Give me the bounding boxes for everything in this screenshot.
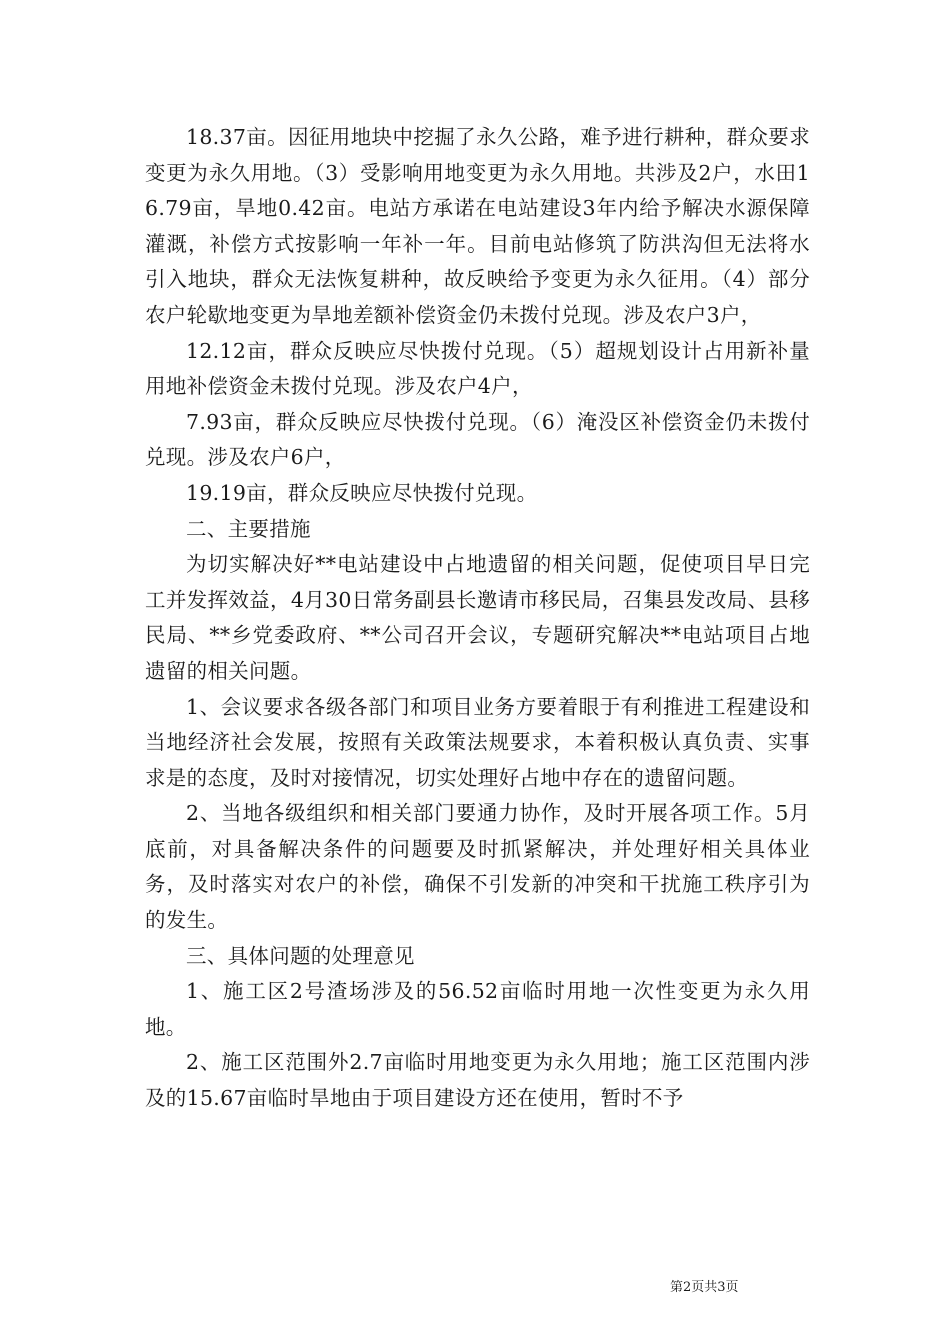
paragraph-7: 2、当地各级组织和相关部门要通力协作，及时开展各项工作。5月底前，对具备解决条件的问题要及时抓紧解决，并处理好相关具体业务，及时落实对农户的补偿，确保不引发新的冲突和干扰施工秩序引为的发生。 (145, 801, 810, 933)
paragraph-5: 为切实解决好**电站建设中占地遗留的相关问题，促使项目早日完工并发挥效益，4月30日常务副县长邀请市移民局，召集县发改局、县移民局、**乡党委政府、**公司召开会议，专题研究解决**电站项目占地遗留的相关问题。 (145, 552, 810, 683)
section-heading-2: 二、主要措施 (186, 516, 311, 541)
document-body (145, 120, 810, 1117)
section-heading-3: 三、具体问题的处理意见 (186, 943, 415, 968)
paragraph-1: 18.37亩。因征用地块中挖掘了永久公路，难予进行耕种，群众要求变更为永久用地。（3）受影响用地变更为永久用地。共涉及2户，水田16.79亩，旱地0.42亩。电站方承诺在电站建设3年内给予解决水源保障灌溉，补偿方式按影响一年补一年。目前电站修筑了防洪沟但无法将水引入地块，群众无法恢复耕种，故反映给予变更为永久征用。（4）部分农户轮歇地变更为旱地差额补偿资金仍未拨付兑现。涉及农户3户， (145, 125, 810, 327)
paragraph-8: 1、施工区2号渣场涉及的56.52亩临时用地一次性变更为永久用地。 (145, 979, 810, 1039)
paragraph-3: 7.93亩，群众反映应尽快拨付兑现。（6）淹没区补偿资金仍未拨付兑现。涉及农户6户， (145, 409, 810, 470)
paragraph-6: 1、会议要求各级各部门和项目业务方要着眼于有利推进工程建设和当地经济社会发展，按照有关政策法规要求，本着积极认真负责、实事求是的态度，及时对接情况，切实处理好占地中存在的遗留问题。 (145, 694, 810, 790)
paragraph-4: 19.19亩，群众反映应尽快拨付兑现。 (186, 480, 538, 505)
page-number-footer: 第2页共3页 (670, 1280, 739, 1295)
paragraph-9: 2、施工区范围外2.7亩临时用地变更为永久用地；施工区范围内涉及的15.67亩临时旱地由于项目建设方还在使用，暂时不予 (145, 1050, 810, 1111)
paragraph-2: 12.12亩，群众反映应尽快拨付兑现。（5）超规划设计占用新补量用地补偿资金未拨付兑现。涉及农户4户， (145, 338, 810, 399)
